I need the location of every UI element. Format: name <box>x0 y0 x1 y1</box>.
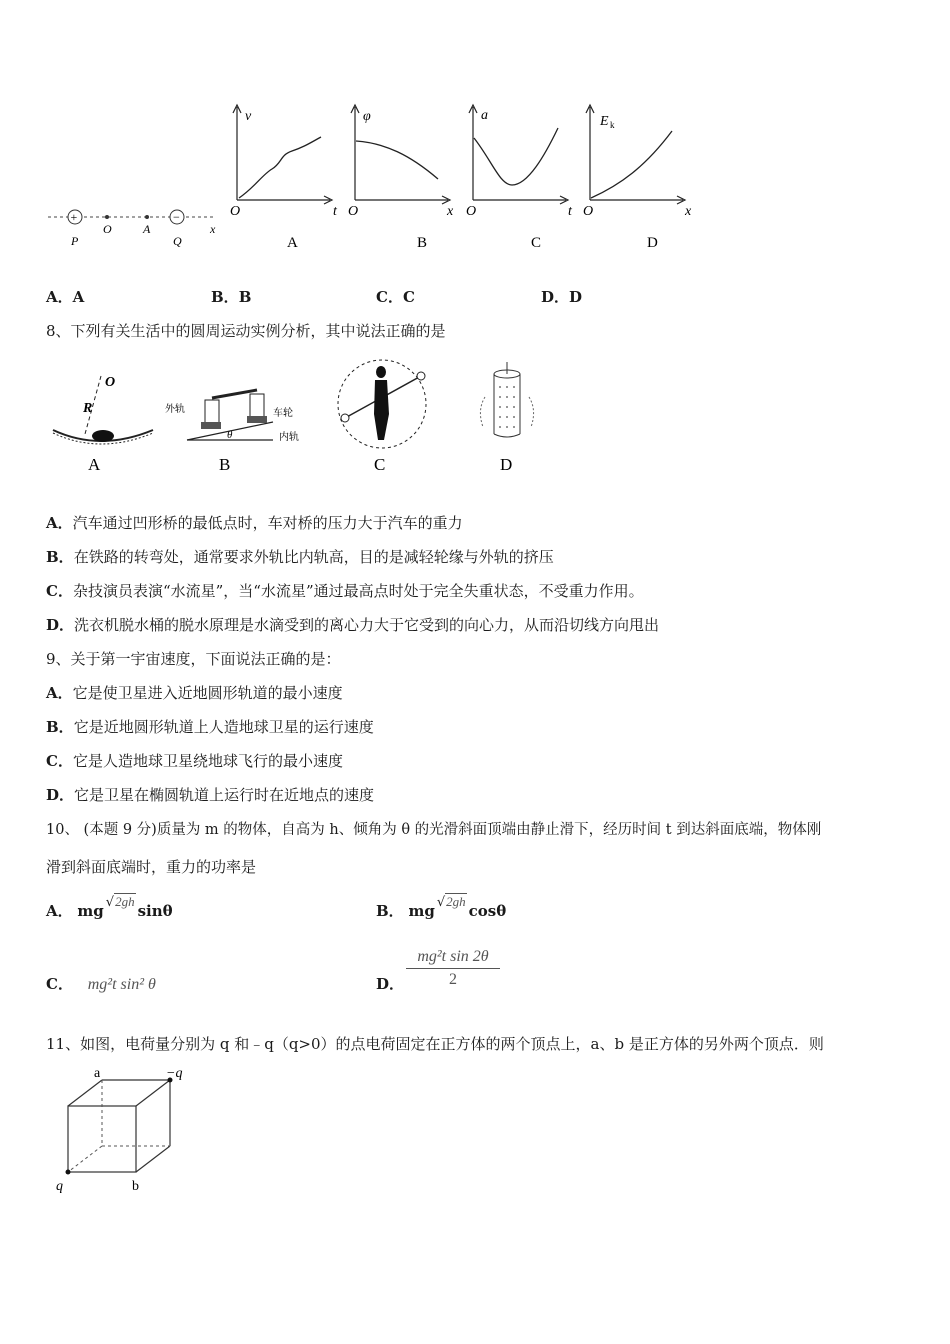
graph-A-xlabel: t <box>333 204 337 219</box>
q9-option-d: D．它是卫星在椭圆轨道上运行时在近地点的速度 <box>46 786 375 804</box>
cube-label-b: b <box>132 1179 139 1194</box>
graph-B-xlabel: x <box>447 204 454 219</box>
fig-B-theta: θ <box>227 429 233 441</box>
graph-D-ylabel: E <box>600 114 609 129</box>
q8-option-d: D．洗衣机脱水桶的脱水原理是水滴受到的离心力大于它受到的向心力，从而沿切线方向甩出 <box>46 616 660 634</box>
q11-stem: 11、如图，电荷量分别为 q 和﹣q（q>0）的点电荷固定在正方体的两个顶点上，a、b 是正方体的另外两个顶点．则 <box>46 1035 824 1053</box>
q7-option-a: A．A <box>46 288 85 306</box>
label-Q: Q <box>173 234 182 248</box>
q10-option-a: A． mg √2ghsinθ <box>46 894 173 920</box>
q9-option-c: C．它是人造地球卫星绕地球飞行的最小速度 <box>46 752 343 770</box>
fig-C-caption: C <box>374 455 386 474</box>
plus-sign: + <box>70 210 78 224</box>
label-P: P <box>71 234 79 248</box>
graph-B <box>348 105 454 251</box>
fig-D-caption: D <box>500 455 513 474</box>
q8-figure-D <box>480 362 533 474</box>
charge-number-line <box>48 210 216 248</box>
q7-option-b: B．B <box>211 288 252 306</box>
cube-label-neg-q: −q <box>166 1066 183 1081</box>
graph-D-letter: D <box>647 235 658 251</box>
q8-figure-B <box>165 390 299 474</box>
graph-C-origin: O <box>466 204 477 219</box>
label-x: x <box>210 222 216 236</box>
graph-D-origin: O <box>583 204 594 219</box>
q10-stem-line1: 10、 (本题 9 分)质量为 m 的物体，自高为 h、倾角为 θ 的光滑斜面顶端由静止滑下，经历时间 t 到达斜面底端，物体刚 <box>46 822 822 838</box>
q7-option-c: C．C <box>376 288 415 306</box>
q11-cube-figure <box>50 1066 200 1196</box>
q8-option-c: C．杂技演员表演“水流星”，当“水流星”通过最高点时处于完全失重状态，不受重力作用。 <box>46 582 644 600</box>
graph-D-ylabel-sub: k <box>610 120 615 130</box>
graph-D <box>583 105 692 251</box>
q9-option-a: A．它是使卫星进入近地圆形轨道的最小速度 <box>46 684 343 702</box>
graph-C-ylabel: a <box>481 108 488 123</box>
q8-figure-C <box>338 360 426 474</box>
q8-option-b: B．在铁路的转弯处，通常要求外轨比内轨高，目的是减轻轮缘与外轨的挤压 <box>46 548 554 566</box>
fig-A-O: O <box>105 375 116 390</box>
graph-B-origin: O <box>348 204 359 219</box>
q7-option-d: D．D <box>541 288 583 306</box>
label-O: O <box>103 222 112 236</box>
q10-option-c: C． mg²t sin² θ <box>46 975 156 993</box>
graph-B-ylabel: φ <box>363 109 371 124</box>
fig-A-R: R <box>83 401 93 416</box>
q8-option-a: A．汽车通过凹形桥的最低点时，车对桥的压力大于汽车的重力 <box>46 514 463 532</box>
q8-figure-strip <box>45 352 565 477</box>
graph-A-origin: O <box>230 204 241 219</box>
q10-option-b: B． mg √2ghcosθ <box>376 894 507 920</box>
graph-A-letter: A <box>287 235 298 251</box>
q9-option-b: B．它是近地圆形轨道上人造地球卫星的运行速度 <box>46 718 374 736</box>
label-A: A <box>143 222 151 236</box>
q8-figure-A <box>53 375 153 474</box>
graph-C <box>466 105 573 251</box>
fig-B-caption: B <box>219 455 231 474</box>
q10-option-d-key: D． <box>376 975 405 993</box>
fig-B-wheel: 车轮 <box>273 408 293 419</box>
graph-A <box>230 105 338 251</box>
q7-figure-strip <box>40 95 710 265</box>
q9-stem: 9、关于第一宇宙速度，下面说法正确的是： <box>46 650 341 668</box>
minus-sign: − <box>173 210 180 224</box>
q8-stem: 8、下列有关生活中的圆周运动实例分析，其中说法正确的是 <box>46 322 446 340</box>
graph-D-xlabel: x <box>685 204 692 219</box>
fig-A-caption: A <box>88 455 101 474</box>
cube-label-q: q <box>56 1179 63 1194</box>
graph-C-letter: C <box>531 235 542 251</box>
fig-B-inner: 内轨 <box>279 432 299 443</box>
graph-B-letter: B <box>417 235 428 251</box>
cube-label-a: a <box>94 1066 101 1081</box>
fig-B-outer: 外轨 <box>165 404 185 415</box>
graph-A-ylabel: v <box>245 109 252 124</box>
graph-C-xlabel: t <box>568 204 572 219</box>
q10-stem-line2: 滑到斜面底端时，重力的功率是 <box>46 858 257 876</box>
q10-option-d-fraction: mg²t sin 2θ 2 <box>406 948 500 989</box>
